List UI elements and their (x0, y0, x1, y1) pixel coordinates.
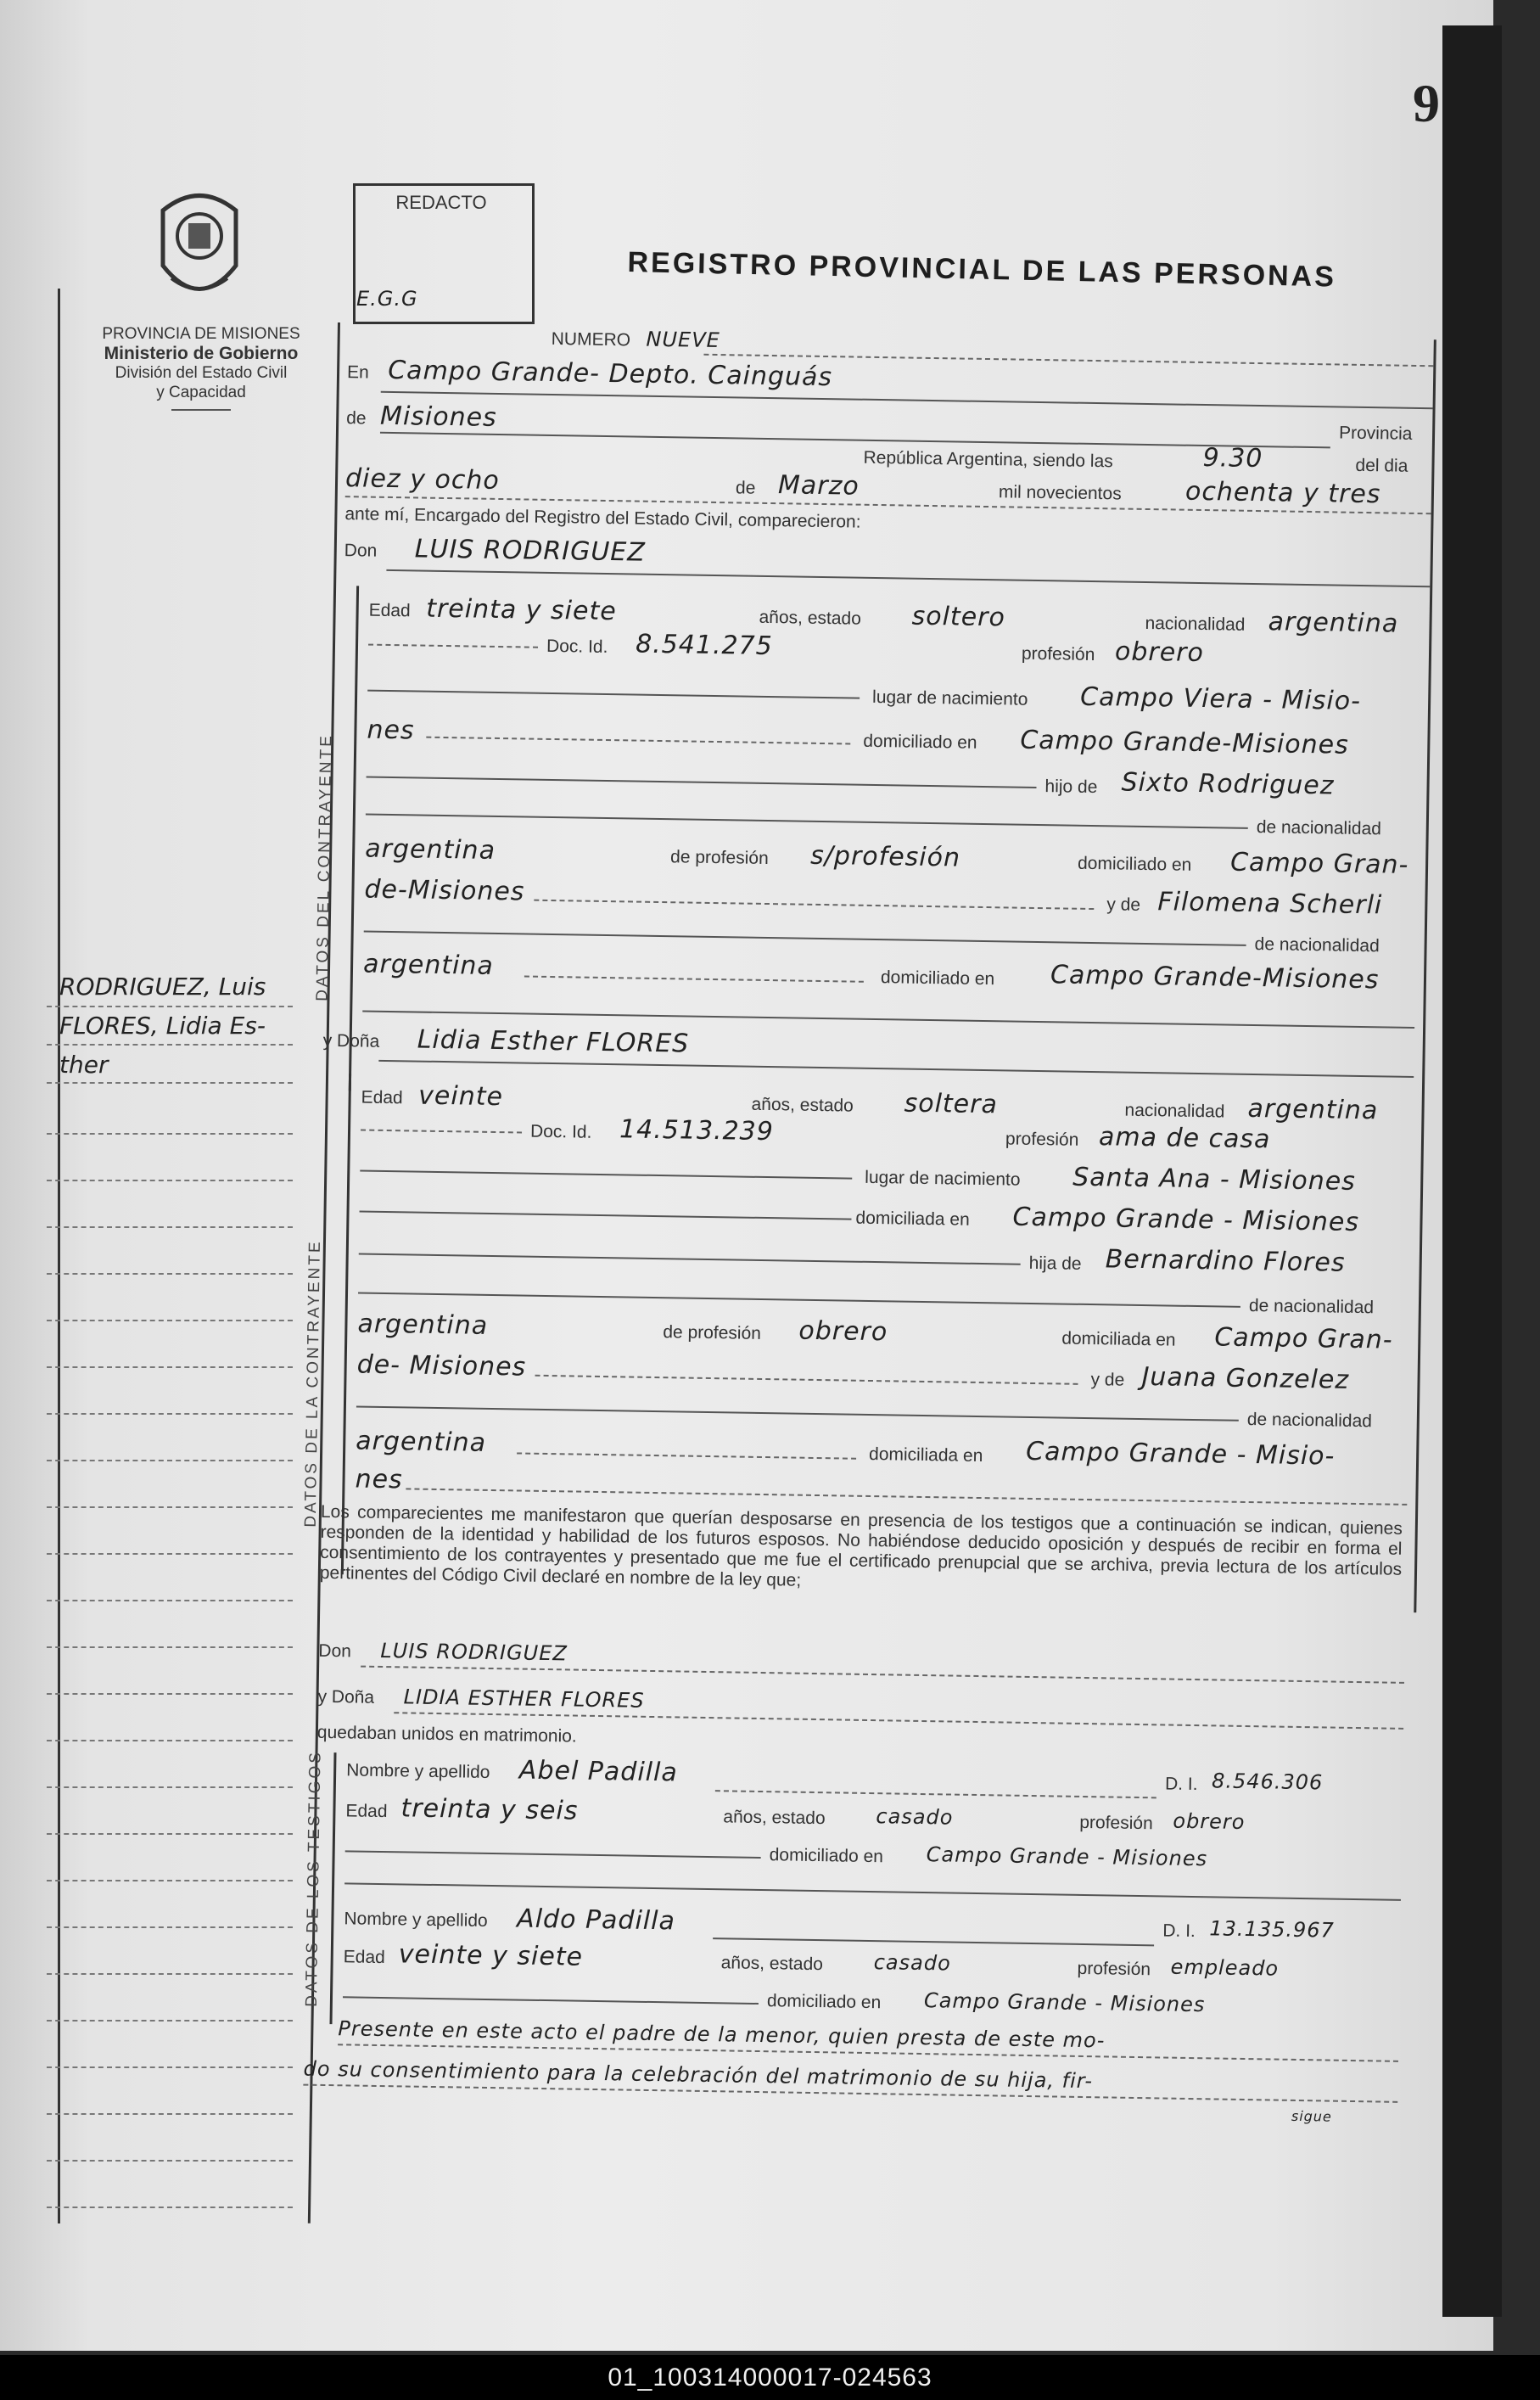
de-label: de (346, 408, 367, 429)
margin-note (59, 967, 314, 1085)
contrayente-padre: Sixto Rodriguez (1121, 767, 1335, 801)
nacionalidad-label: nacionalidad (1124, 1100, 1225, 1122)
decl-don-label: Don (318, 1640, 352, 1662)
de-profesion-label: de profesión (669, 847, 769, 869)
madre-domic-label: domiciliado en (880, 967, 995, 990)
republica-label: República Argentina, siendo las (863, 447, 1113, 472)
mil-label: mil novecientos (998, 482, 1122, 504)
testigo-1-edad: treinta y seis (400, 1793, 579, 1826)
anio-value: ochenta y tres (1184, 476, 1381, 510)
de-nacionalidad-label: de nacionalidad (1246, 1409, 1373, 1432)
contrayente-padre-domic-cont: de-Misiones (364, 874, 525, 907)
profesion-label: profesión (1021, 643, 1095, 665)
edad-label: Edad (368, 600, 411, 621)
margin-note-line: RODRIGUEZ, Luis (59, 973, 266, 1001)
ante-label: ante mí, Encargado del Registro del Estado Civil, comparecieron: (344, 504, 861, 532)
margin-note-line: FLORES, Lidia Es- (59, 1012, 266, 1040)
testigo-2-di: 13.135.967 (1209, 1916, 1336, 1943)
contrayenta-side-label: DATOS DE LA CONTRAYENTE (301, 1239, 325, 1528)
contrayente-padre-nac: argentina (364, 833, 496, 866)
lugar-nac-label: lugar de nacimiento (865, 1167, 1021, 1190)
testigo-1-profesion: obrero (1173, 1808, 1246, 1834)
redacto-value: E.G.G (356, 287, 418, 311)
anos-label: años, estado (723, 1807, 826, 1829)
contrayente-lugar-nac-cont: nes (367, 715, 415, 746)
hijo-label: hijo de (1044, 777, 1098, 798)
doc-label: Doc. Id. (546, 636, 608, 658)
de-nacionalidad-label: de nacionalidad (1256, 817, 1382, 839)
contrayente-estado: soltero (911, 601, 1006, 633)
nota-linea-2: do su consentimiento para la celebración del matrimonio de su hija, fir- (303, 2056, 1094, 2094)
decl-don-value: LUIS RODRIGUEZ (380, 1638, 568, 1666)
profesion-label: profesión (1079, 1812, 1153, 1834)
anos-label: años, estado (759, 607, 862, 629)
testigo-2-nombre: Aldo Padilla (516, 1904, 676, 1937)
de-nacionalidad-label: de nacionalidad (1248, 1295, 1375, 1318)
domiciliado-label: domiciliado en (769, 1845, 884, 1867)
domiciliada-label: domiciliada en (868, 1444, 983, 1466)
ministry-header (70, 324, 333, 411)
contrayente-nacionalidad: argentina (1268, 607, 1399, 639)
anos-label: años, estado (720, 1953, 824, 1975)
contrayente-edad: treinta y siete (425, 593, 617, 627)
padre-domic-label: domiciliado en (1077, 853, 1192, 875)
nota-sigue: sigue (1291, 2107, 1333, 2125)
nota-linea-1: Presente en este acto el padre de la menor, quien presta de este mo- (338, 2016, 1106, 2053)
y-de-label: y de (1090, 1370, 1125, 1390)
testigo-2-estado: casado (873, 1950, 951, 1976)
testigo-1-domicilio: Campo Grande - Misiones (926, 1842, 1208, 1871)
y-de-label: y de (1106, 894, 1141, 915)
contrayenta-domicilio: Campo Grande - Misiones (1012, 1202, 1360, 1238)
contrayenta-padre-domic: Campo Gran- (1214, 1322, 1393, 1355)
contrayenta-madre-domic-cont: nes (355, 1464, 403, 1495)
hija-label: hija de (1028, 1253, 1082, 1274)
contrayenta-padre-domic-cont: de- Misiones (356, 1349, 527, 1382)
provincia-label: Provincia (1338, 423, 1413, 444)
mes-value: Marzo (777, 470, 860, 502)
contrayente-profesion: obrero (1114, 636, 1205, 669)
mes-label: de (735, 478, 756, 498)
di-label: D. I. (1164, 1774, 1198, 1795)
numero-label: NUMERO (551, 328, 631, 350)
page-number: 9 (1413, 73, 1440, 133)
en-label: En (346, 362, 369, 383)
testigo-1-di: 8.546.306 (1211, 1769, 1324, 1795)
provincial-seal-icon (146, 185, 253, 312)
contrayenta-nacionalidad: argentina (1247, 1093, 1379, 1126)
contrayenta-padre-prof: obrero (798, 1315, 888, 1348)
contrayenta-madre-nac: argentina (356, 1426, 487, 1458)
declaracion-texto: Los comparecientes me manifestaron que querían desposarse en presencia de los testigos que a continuación se indican, quienes responden de la identidad y habilidad de los futuros esposos. No habiéndose deducido oposición y después de recibir en forma el consentimiento de los contrayentes y presentado que me fue el certificado prenupcial que se archiva, previa lectura de los artículos pertinentes del Código Civil declaré en nombre de la ley que; (319, 1501, 1403, 1590)
dona-label: y Doña (322, 1030, 380, 1051)
nacionalidad-label: nacionalidad (1145, 613, 1246, 635)
dia-value: diez y ocho (344, 463, 500, 496)
province-name: PROVINCIA DE MISIONES (102, 325, 300, 343)
image-id-footer: 01_100314000017-024563 (0, 2355, 1540, 2400)
redacto-label: REDACTO (395, 192, 487, 213)
act-form: NUMERO NUEVE En Campo Grande- Depto. Cainguás de Misiones Provincia República Argentina, siendo las 9.30 del dia diez y ocho de Marzo mil novecientos ochenta y tres ante mí, Encargado del Registro del Estado Civil, comparecieron: Don LUIS RODRIGUEZ DATOS DEL CONTRAYENTE Edad treinta y siete años, estado soltero nacionalidad argentina Doc. Id. 8.541.275 profesión obrero lugar de nacimiento Campo Viera - Misio- nes domiciliado en Campo Grande-Misiones hijo de Sixto Rodriguez de nacionalidad argentina de profesión s/profesión domiciliado en Campo Gran- de-Misiones y de Filomena Scherli de nacionalidad argentina domiciliado en Campo Grande-Misiones y Doña Lidia Esther FLORES DATOS DE LA CONTRAYENTE Edad veinte años, estado soltera nacionalidad argentina Doc. Id. 14.513.239 profesión ama de casa lugar de nacimiento Santa Ana - Misiones domiciliada en Campo Grande - Misiones hija de Bernardino Flores de nacionalidad argentina de profesión obrero domiciliada en Campo Gran- de- Misiones y de Juana Gonzelez de nacionalidad argentina domiciliada en Campo Grande - Misio- nes Los comparecientes me manifestaron que querían desposarse en presencia de los testigos que a continuación se indican, quienes responden de la identidad y habilidad de los futuros esposos. No habiéndose deducido oposición y después de recibir en forma el consentimiento de los contrayentes y presentado que me fue el certificado prenupcial que se archiva, previa lectura de los artículos pertinentes del Código Civil declaré en nombre de la ley que; Don LUIS RODRIGUEZ y Doña LIDIA ESTHER FLORES quedaban unidos en matrimonio. DATOS DE LOS TESTIGOS Nombre y apellido Abel Padilla D. I. 8.546.306 Edad treinta y seis años, estado casado profesión obrero domiciliado en Campo Grande - Misiones Nombre y apellido Aldo Padilla D. I. 13.135.967 Edad veinte y siete años, estado casado profesión empleado domiciliado en Campo Grande - Misiones Presente en este acto el padre de la menor, quien presta de este mo- do su consentimiento para la celebración del matrimonio de su hija, fir- sigue (310, 322, 1442, 2249)
di-label: D. I. (1162, 1921, 1196, 1942)
contrayenta-nombre: Lidia Esther FLORES (417, 1024, 690, 1059)
hora-value: 9.30 (1202, 443, 1263, 474)
unidos-label: quedaban unidos en matrimonio. (316, 1722, 577, 1747)
don-label: Don (344, 541, 378, 561)
contrayente-domicilio: Campo Grande-Misiones (1020, 725, 1350, 760)
contrayente-padre-domic: Campo Gran- (1229, 847, 1409, 880)
contrayente-padre-prof: s/profesión (809, 840, 961, 873)
de-profesion-label: de profesión (663, 1322, 762, 1343)
testigo-2-profesion: empleado (1170, 1954, 1280, 1981)
form-right-rule (1414, 339, 1436, 1612)
testigo-2-edad: veinte y siete (398, 1939, 584, 1972)
contrayenta-lugar-nac: Santa Ana - Misiones (1072, 1162, 1357, 1197)
division-line-1: División del Estado Civil (115, 364, 288, 382)
decl-dona-label: y Doña (317, 1686, 375, 1707)
contrayente-nombre: LUIS RODRIGUEZ (414, 534, 647, 568)
provincia-value: Misiones (379, 401, 497, 433)
contrayenta-madre: Juana Gonzelez (1141, 1362, 1350, 1395)
contrayenta-edad: veinte (417, 1080, 504, 1113)
margin-rule (58, 289, 60, 2223)
de-nacionalidad-label: de nacionalidad (1254, 934, 1380, 956)
contrayenta-profesion: ama de casa (1098, 1122, 1271, 1155)
testigos-side-label: DATOS DE LOS TESTIGOS (302, 1749, 325, 2007)
contrayente-madre-nac: argentina (362, 949, 495, 981)
contrayenta-doc: 14.513.239 (619, 1114, 775, 1147)
contrayente-madre: Filomena Scherli (1157, 887, 1383, 921)
profesion-label: profesión (1077, 1958, 1151, 1980)
contrayenta-padre: Bernardino Flores (1105, 1244, 1346, 1278)
padre-domic-label: domiciliada en (1061, 1328, 1176, 1350)
contrayente-doc: 8.541.275 (635, 629, 774, 662)
testigo-1-estado: casado (876, 1804, 954, 1830)
contrayenta-madre-domic: Campo Grande - Misio- (1025, 1436, 1336, 1472)
contrayenta-padre-nac: argentina (357, 1309, 489, 1341)
lugar-nac-label: lugar de nacimiento (871, 687, 1028, 709)
lugar-value: Campo Grande- Depto. Cainguás (387, 355, 833, 393)
del-dia-label: del dia (1355, 455, 1408, 476)
contrayente-madre-domic: Campo Grande-Misiones (1050, 960, 1380, 995)
book-edge (1442, 25, 1502, 2317)
nombre-apellido-label: Nombre y apellido (346, 1760, 490, 1782)
doc-label: Doc. Id. (529, 1121, 592, 1142)
anos-label: años, estado (751, 1094, 854, 1116)
domiciliado-label: domiciliado en (863, 731, 977, 753)
division-line-2: y Capacidad (156, 384, 246, 401)
numero-value: NUEVE (646, 327, 721, 353)
edad-label: Edad (361, 1087, 403, 1108)
domiciliado-label: domiciliado en (766, 1991, 882, 2013)
contrayente-lugar-nac: Campo Viera - Misio- (1079, 681, 1362, 716)
testigo-1-nombre: Abel Padilla (518, 1755, 679, 1788)
decl-dona-value: LIDIA ESTHER FLORES (403, 1685, 645, 1713)
contrayente-side-label: DATOS DEL CONTRAYENTE (313, 732, 336, 1001)
profesion-label: profesión (1005, 1129, 1079, 1150)
nombre-apellido-label: Nombre y apellido (344, 1909, 488, 1931)
testigo-2-domicilio: Campo Grande - Misiones (923, 1988, 1206, 2017)
margin-note-line: ther (59, 1051, 109, 1079)
contrayenta-estado: soltera (904, 1088, 999, 1120)
page-title: REGISTRO PROVINCIAL DE LAS PERSONAS (627, 246, 1337, 294)
domiciliada-label: domiciliada en (855, 1208, 970, 1230)
ministry-name: Ministerio de Gobierno (104, 344, 299, 363)
